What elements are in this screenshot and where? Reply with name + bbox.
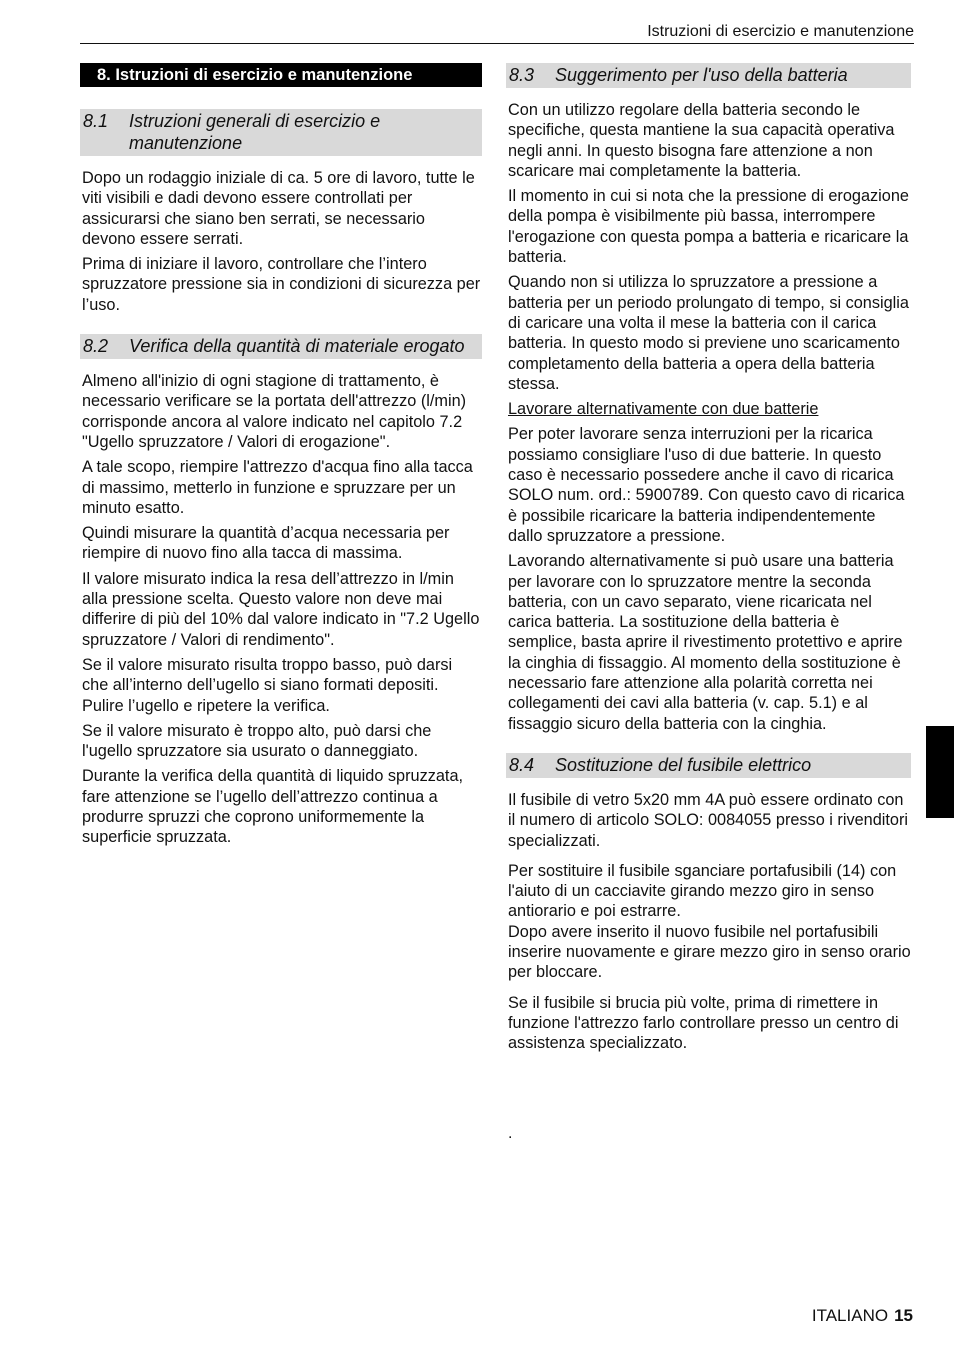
language-side-tab	[926, 726, 954, 818]
paragraph: Se il valore misurato è troppo alto, può darsi che l'ugello spruzzatore sia usurato o danneggiato.	[82, 721, 432, 761]
running-header: Istruzioni di esercizio e manutenzione	[80, 22, 914, 44]
paragraph: Lavorando alternativamente si può usare una batteria per lavorare con lo spruzzatore mentre la seconda batteria, con un cavo separato, viene ricaricata nel carica batteria. La sostituzione della batteria è semplice, basta aprire il rivestimento protettivo e aprire la cinghia di fissaggio. Al momento della sostituzione è necessario fare attenzione alla polarità corretta nei collegamenti dei cavi alla batteria (v. cap. 5.1) e al fissaggio sicuro della batteria con la cinghia.	[508, 552, 903, 733]
paragraph: Il valore misurato indica la resa dell’attrezzo in l/min alla pressione scelta. Questo valore non deve mai differire di più del 10% dal valore indicato in "7.2 Ugello spruzzatore / Valori di rendimento".	[82, 569, 480, 649]
trailing-dot: .	[508, 1125, 513, 1142]
paragraph: Se il fusibile si brucia più volte, prima di rimettere in funzione l'attrezzo farlo controllare presso un centro di assistenza specializzato.	[508, 993, 899, 1053]
section-title: Istruzioni generali di esercizio e manutenzione	[129, 111, 381, 153]
right-column	[506, 63, 911, 1058]
section-heading-8-1	[80, 109, 482, 156]
paragraph: Prima di iniziare il lavoro, controllare che l’intero spruzzatore pressione sia in condizioni di sicurezza per l’uso.	[82, 255, 481, 314]
paragraph: Dopo avere inserito il nuovo fusibile nel portafusibili inserire nuovamente e girare mezzo giro in senso orario per bloccare.	[508, 922, 911, 982]
left-column	[80, 63, 482, 853]
paragraph: Quando non si utilizza lo spruzzatore a pressione a batteria per un periodo prolungato di tempo, si consiglia di caricare una volta il mese la batteria con il carica batteria. In questo modo si previene uno scaricamento completamento della batteria a opera della batteria stessa.	[508, 273, 909, 393]
paragraph: Per poter lavorare senza interruzioni per la ricarica possiamo consigliare l'uso di due batterie. In questo caso è necessario possedere anche il cavo di ricarica SOLO num. ord.: 5900789. Con questo cavo di ricarica è possibile ricaricare la batteria indipendentemente dallo spruzzatore a pressione.	[508, 425, 905, 545]
section-number: 8.3	[509, 65, 535, 85]
section-title: Sostituzione del fusibile elettrico	[555, 754, 812, 775]
subheading-two-batteries: Lavorare alternativamente con due batterie	[508, 400, 819, 419]
section-heading-8-3	[506, 63, 911, 88]
paragraph: Dopo un rodaggio iniziale di ca. 5 ore di lavoro, tutte le viti visibili e dadi devono essere controllati per assicurarsi che siano ben serrati, se necessario devono essere serrati.	[82, 169, 475, 248]
section-title: Verifica della quantità di materiale erogato	[129, 336, 465, 357]
section-number: 8.4	[509, 754, 535, 775]
page-footer	[812, 1305, 913, 1327]
paragraph: Il momento in cui si nota che la pressione di erogazione della pompa è visibilmente più bassa, interrompere l'erogazione con questa pompa a batteria e ricaricare la batteria.	[508, 187, 909, 267]
section-title: Suggerimento per l'uso della batteria	[555, 65, 848, 85]
paragraph: Durante la verifica della quantità di liquido spruzzata, fare attenzione se l’ugello dell’attrezzo continua a produrre spruzzi che coprono uniformemente la superficie spruzzata.	[82, 767, 464, 847]
chapter-title: 8. Istruzioni di esercizio e manutenzione	[80, 63, 482, 87]
paragraph: A tale scopo, riempire l'attrezzo d'acqua fino alla tacca di massimo, metterlo in funzione e spruzzare per un minuto esatto.	[82, 458, 473, 517]
section-number: 8.2	[83, 336, 109, 357]
paragraph: Con un utilizzo regolare della batteria secondo le specifiche, questa mantiene la sua capacità operativa negli anni. In questo bisogna fare attenzione a non scaricare mai completamente la batteria.	[508, 101, 895, 180]
section-heading-8-2	[80, 334, 482, 359]
footer-language: ITALIANO	[811, 1306, 889, 1325]
paragraph: Per sostituire il fusibile sganciare portafusibili (14) con l'aiuto di un cacciavite girando mezzo giro in senso antiorario e poi estrarre.	[508, 861, 897, 921]
page-number: 15	[894, 1306, 913, 1325]
section-number: 8.1	[83, 111, 109, 131]
paragraph: Il fusibile di vetro 5x20 mm 4A può essere ordinato con il numero di articolo SOLO: 0084055 presso i rivenditori specializzati.	[508, 790, 908, 850]
paragraph: Almeno all'inizio di ogni stagione di trattamento, è necessario verificare se la portata dell'attrezzo (l/min) corrisponde ancora al valore indicato nel capitolo 7.2 "Ugello spruzzatore / Valori di erogazione".	[82, 372, 467, 451]
paragraph: Se il valore misurato risulta troppo basso, può darsi che all’interno dell’ugello si siano formati depositi. Pulire l’ugello e ripetere la verifica.	[82, 655, 453, 715]
paragraph: Quindi misurare la quantità d’acqua necessaria per riempire di nuovo fino alla tacca di massima.	[82, 524, 450, 563]
section-heading-8-4	[506, 753, 911, 778]
